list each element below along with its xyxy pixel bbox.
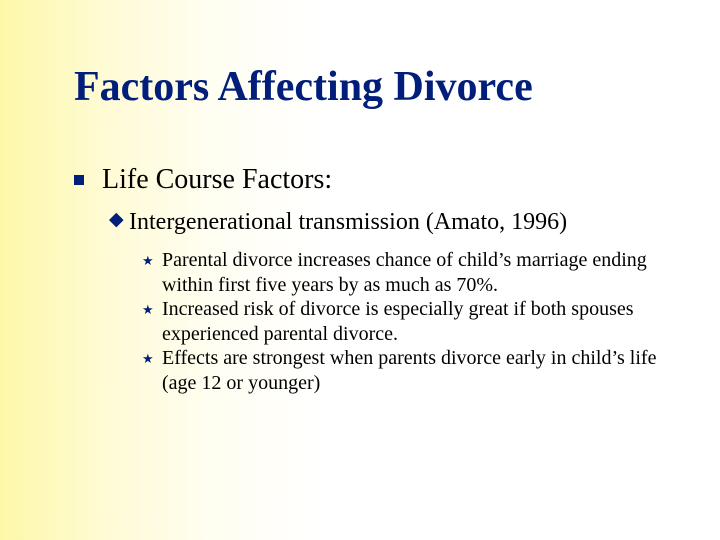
bullet-level3-text: Increased risk of divorce is especially great if both spouses experienced parental divorce. [162,298,634,345]
diamond-bullet-icon: ◆ [109,209,124,230]
square-bullet-icon [74,175,84,185]
bullet-level3-list [142,248,682,395]
star-bullet-icon: ★ [142,253,154,268]
slide-title: Factors Affecting Divorce [74,64,533,110]
bullet-level1 [74,162,694,198]
bullet-level3-text: Effects are strongest when parents divorce early in child’s life (age 12 or younger) [162,347,657,394]
star-bullet-icon: ★ [142,302,154,317]
bullet-level1-text: Life Course Factors: [102,164,333,195]
bullet-level2-text: Intergenerational transmission (Amato, 1996) [129,209,568,235]
bullet-level2-row [109,206,709,238]
bullet-level3-item [142,346,682,395]
bullet-level3-item [142,297,682,346]
bullet-level1-row [74,162,694,198]
bullet-level3-text: Parental divorce increases chance of child’s marriage ending within first five years by as much as 70%. [162,249,647,296]
bullet-level2 [109,206,709,238]
bullet-level3-item [142,248,682,297]
star-bullet-icon: ★ [142,351,154,366]
